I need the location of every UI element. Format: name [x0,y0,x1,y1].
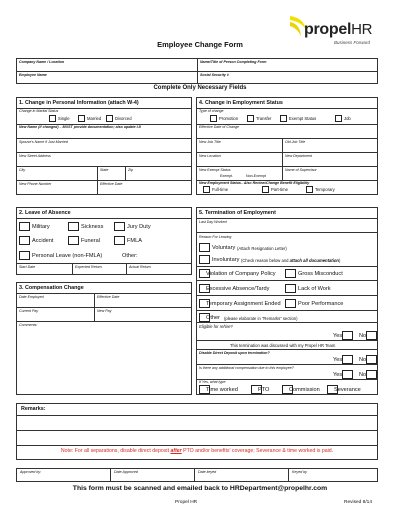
other-leave-label: Other: [122,253,138,259]
note-after: after [170,448,182,454]
new-location-label: New Location [199,154,221,158]
logo-text [304,21,372,39]
full-time-checkbox[interactable] [203,186,210,193]
job-checkbox[interactable] [335,115,342,122]
involuntary-note-a: (Check reason below and [241,258,290,263]
dd-yes-checkbox[interactable] [342,355,353,364]
s3-effective-date-label: Effective Date [97,295,120,299]
new-pay-label: New Pay [97,309,112,313]
section-2-title: 2. Leave of Absence [19,210,71,216]
additional-comp-question: Is there any additional compensation due to this employee? [199,366,294,370]
last-day-worked-label: Last Day Worked [199,220,227,224]
separation-note [16,448,378,454]
comp-yes-checkbox[interactable] [342,370,353,379]
state-label: State [100,168,109,172]
company-field-label: Company Name / Location [19,60,65,64]
direct-deposit-question: Disable Direct Deposit upon termination? [199,351,270,355]
voluntary-label: Voluntary [212,245,236,251]
other-reason-label: Other [206,315,220,321]
expected-return-label: Expected Return [75,265,102,269]
current-pay-label: Current Pay [19,309,39,313]
transfer-label: Transfer [256,116,272,121]
divorced-checkbox[interactable] [106,115,113,122]
sickness-label: Sickness [81,224,104,230]
old-job-title-label: Old Job Title [285,140,306,144]
gross-misconduct-label: Gross Misconduct [298,271,343,277]
rehire-no-label: No [359,333,367,339]
military-label: Military [32,224,50,230]
full-time-label: Full-time [212,187,229,192]
zip-label: Zip [128,168,133,172]
new-exempt-status-label: New Exempt Status [199,168,231,172]
married-checkbox[interactable] [78,115,85,122]
temp-ended-label: Temporary Assignment Ended [206,301,281,307]
date-approved-label: Date Approved [114,470,138,474]
temporary-checkbox[interactable] [306,186,313,193]
new-name-label: New Name (if changed) – MUST provide documentation; also update I-9 [19,125,141,129]
approved-by-label: Approved by: [20,470,42,474]
spouse-name-label: Spouse's Name if Just Married [19,140,68,144]
other-reason-note: (please elaborate in "Remarks" section) [224,316,298,321]
footer-instruction: This form must be scanned and emailed back to HRDepartment@propelhr.com [72,485,328,492]
section-5-title: 5. Termination of Employment [199,210,276,216]
sickness-checkbox[interactable] [68,222,79,231]
supervisor-label: Name of Supervisor [285,168,317,172]
new-employment-status-label: New Employment Status– Also Review/Change Benefit Eligibility [199,181,310,185]
involuntary-note [241,258,340,263]
dd-yes-label: Yes [333,357,343,363]
pto-label: PTO [258,387,270,393]
s4-effective-date-label: Effective Date of Change [199,125,239,129]
part-time-checkbox[interactable] [262,186,269,193]
comp-yes-label: Yes [333,372,343,378]
fmla-label: FMLA [127,238,142,244]
involuntary-label: Involuntary [212,257,240,263]
voluntary-checkbox[interactable] [199,243,210,252]
funeral-checkbox[interactable] [68,236,79,245]
footer-company: Propel HR [175,500,198,505]
logo-tagline: Business Forward [334,40,371,45]
if-yes-label: If Yes, what type: [199,380,227,384]
marital-status-label: Change in Marital Status [19,109,59,113]
single-checkbox[interactable] [49,115,56,122]
keyed-by-label: Keyed by [292,470,307,474]
poor-performance-checkbox[interactable] [285,299,296,308]
logo-name: propel [304,21,352,38]
divorced-label: Divorced [115,116,132,121]
discussed-label: This termination was discussed with my Propel HR Team [230,343,336,348]
section-1-title: 1. Change in Personal Information (attach W-4) [19,100,139,106]
phone-label: New Phone Number [19,182,52,186]
rehire-label: Eligible for rehire? [199,324,233,329]
violation-label: Violation of Company Policy [206,271,276,277]
gross-misconduct-checkbox[interactable] [285,269,296,278]
lack-of-work-label: Lack of Work [298,286,331,292]
note-part-a: Note: For all separations, disable direct deposit [60,448,171,454]
new-department-label: New Department [285,154,312,158]
poor-performance-label: Poor Performance [298,301,344,307]
section-4-title: 4. Change in Employment Status [199,100,283,106]
personal-leave-label: Personal Leave (non-FMLA) [32,253,103,259]
voluntary-note: (Attach Resignation Letter) [237,246,287,251]
commission-label: Commission [289,387,320,393]
fmla-checkbox[interactable] [114,236,125,245]
exempt-status-label: Exempt Status [289,116,317,121]
part-time-label: Part-time [271,187,288,192]
rehire-yes-checkbox[interactable] [342,331,353,340]
comp-no-label: No [359,372,367,378]
accident-checkbox[interactable] [19,236,30,245]
dd-no-checkbox[interactable] [366,355,377,364]
rehire-no-checkbox[interactable] [366,331,377,340]
rehire-yes-label: Yes [333,333,343,339]
involuntary-note-c: ) [338,258,341,263]
promotion-checkbox[interactable] [210,115,217,122]
promotion-label: Promotion [219,116,239,121]
temporary-label: Temporary [315,187,335,192]
funeral-label: Funeral [81,238,100,244]
street-address-label: New Street Address [19,154,51,158]
section-3-title: 3. Compensation Change [19,285,84,291]
lack-of-work-checkbox[interactable] [285,284,296,293]
reason-for-leaving-label: Reason For Leaving [199,235,232,239]
footer-revision: Revised 8/14 [344,500,372,505]
new-job-title-label: New Job Title [199,140,221,144]
actual-return-label: Actual Return [129,265,151,269]
involuntary-checkbox[interactable] [199,255,210,264]
exempt-option-label: Exempt. [220,174,234,178]
married-label: Married [87,116,102,121]
comp-no-checkbox[interactable] [366,370,377,379]
dd-no-label: No [359,357,367,363]
date-keyed-label: Date keyed [198,470,217,474]
name-title-field-label: Name/Title of Person Completing Form [200,60,267,64]
start-date-label: Start Date [19,265,36,269]
city-label: City [19,168,26,172]
severance-label: Severance [334,387,361,393]
transfer-checkbox[interactable] [247,115,254,122]
non-exempt-option-label: Non-Exempt [246,174,266,178]
absence-label: Excessive Absence/Tardy [206,286,270,292]
ssn-field-label: Social Security # [200,73,229,77]
jury-duty-checkbox[interactable] [114,222,125,231]
complete-note: Complete Only Necessary Fields [153,85,247,91]
military-checkbox[interactable] [19,222,30,231]
jury-duty-label: Jury Duty [127,224,151,230]
job-label: Job [344,116,351,121]
date-employed-label: Date Employed [19,295,44,299]
form-title: Employee Change Form [157,40,243,49]
note-part-b: PTO and/or benefits' coverage; Severance & time worked is paid. [181,448,334,454]
exempt-status-checkbox[interactable] [280,115,287,122]
involuntary-note-b: attach all documentation [289,258,339,263]
employee-name-field-label: Employee Name [19,73,47,77]
single-label: Single [58,116,70,121]
accident-label: Accident [32,238,54,244]
type-of-change-label: Type of change [199,109,224,113]
comments-label: Comments: [19,323,38,327]
personal-leave-checkbox[interactable] [19,251,30,260]
s1-effective-date-label: Effective Date [100,182,123,186]
logo-suffix: HR [351,21,373,38]
signature-row [16,468,378,482]
remarks-label: Remarks: [21,406,46,412]
time-worked-label: Time worked [206,387,238,393]
